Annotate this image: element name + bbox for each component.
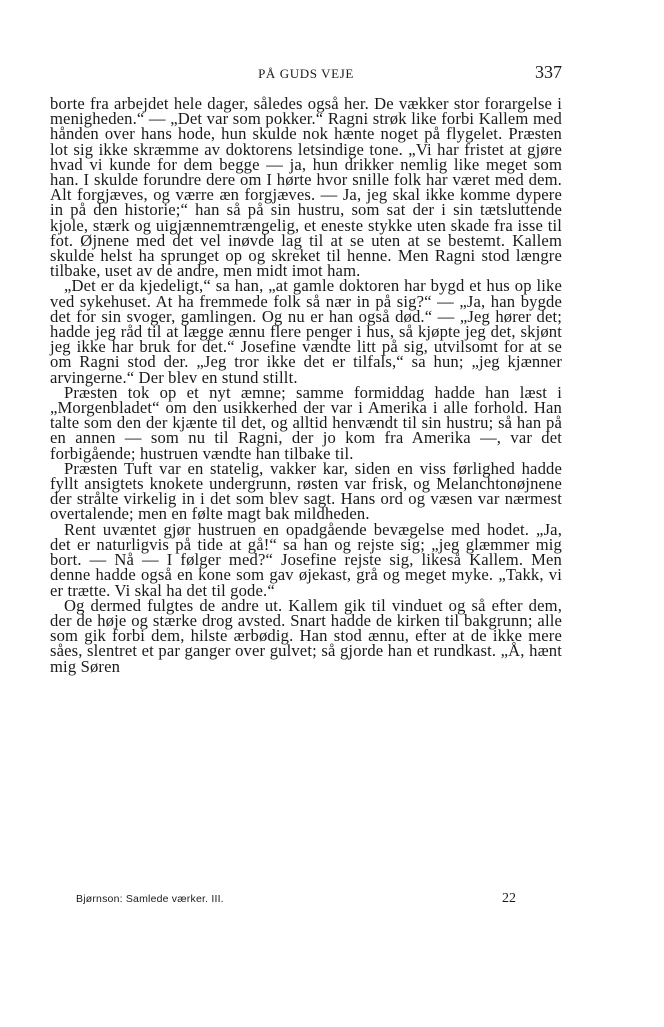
page-header xyxy=(50,62,562,86)
paragraph-6: Og dermed fulgtes de andre ut. Kallem gik til vinduet og så efter dem, der de høje og stærke drog avsted. Snart hadde de kirken til bakgrunn; alle som gik forbi dem, hilste ærbødig. Han stod ænnu, efter at de ikke mere såes, slentret et par ganger over gulvet; så gjorde han et rundkast. „Å, hænt mig Søren xyxy=(50,595,562,676)
footer-source: Bjørnson: Samlede værker. III. xyxy=(76,893,224,905)
paragraph-3: Præsten tok op et nyt æmne; samme formiddag hadde han læst i „Morgenbladet“ om den usikkerhed der var i Amerika i alle forhold. Han talte som den der kjænte til det, og alltid henvændt til sin hustru; så han på en annen — som nu til Ragni, der jo kom fra Amerika —, var det forbigående; hustruen vændte han tilbake til. xyxy=(50,382,562,463)
paragraph-2: „Det er da kjedeligt,“ sa han, „at gamle doktoren har bygd et hus op like ved sykehuset. At ha fremmede folk så nær in på sig?“ — „Ja, han bygde det for sin svoger, gamlingen. Og nu er han også død.“ — „Jeg hører det; hadde jeg råd til at lægge ænnu flere penger i hus, så kjøpte jeg det, skjønt jeg ikke har bruk for det.“ Josefine vændte litt på sig, utvilsomt for at se om Ragni stod der. „Jeg tror ikke det er tilfals,“ sa hun; „jeg kjænner arvingerne.“ Der blev en stund stillt. xyxy=(50,276,562,387)
paragraph-1: borte fra arbejdet hele dager, således også her. De vækker stor forargelse i menigheden.“ — „Det var som pokker.“ Ragni strøk like forbi Kallem med hånden over hans hode, hun skulde nok hænte noget på flygelet. Præsten lot sig ikke skræmme av doktorens letsindige tone. „Vi har fristet at gjøre hvad vi kunde for dem begge — ja, hun drikker nemlig like meget som han. I skulde forundre dere om I hørte hvor snille folk har været med dem. Alt forgjæves, og værre æn forgjæves. — Ja, jeg skal ikke komme dypere in på den historie;“ han så på sin hustru, som sat der i sin tætsluttende kjole, stærk og uigjænnemtrængelig, et eneste stykke uten skade fra isse til fot. Øjnene med det vel inøvde lag til at se uten at se bestemt. Kallem skulde helst ha sprunget op og skreket til henne. Men Ragni stod længre tilbake, uset av de andre, men midt imot ham. xyxy=(50,94,562,281)
sheet-number: 22 xyxy=(502,891,516,906)
paragraph-5: Rent uvæntet gjør hustruen en opadgående bevægelse med hodet. „Ja, det er naturligvis på tide at gå!“ sa han og rejste sig; „jeg glæmmer mig bort. — Nå — I følger med?“ Josefine rejste sig, likeså Kallem. Men denne hadde også en kone som gav øjekast, grå og meget myke. „Takk, vi er trætte. Vi skal ha det til gode.“ xyxy=(50,519,562,600)
body-text xyxy=(50,96,562,876)
running-title: PÅ GUDS VEJE xyxy=(258,66,354,81)
page-number: 337 xyxy=(535,62,562,82)
page-footer xyxy=(76,891,516,909)
paragraph-4: Præsten Tuft var en statelig, vakker kar, siden en viss førlighed hadde fyllt ansigtets knokete undergrunn, røsten var frisk, og Melanchtonøjnene der strålte virkelig in i det som blev sagt. Hans ord og væsen var nærmest overtalende; men en følte magt bak mildheden. xyxy=(50,458,562,524)
